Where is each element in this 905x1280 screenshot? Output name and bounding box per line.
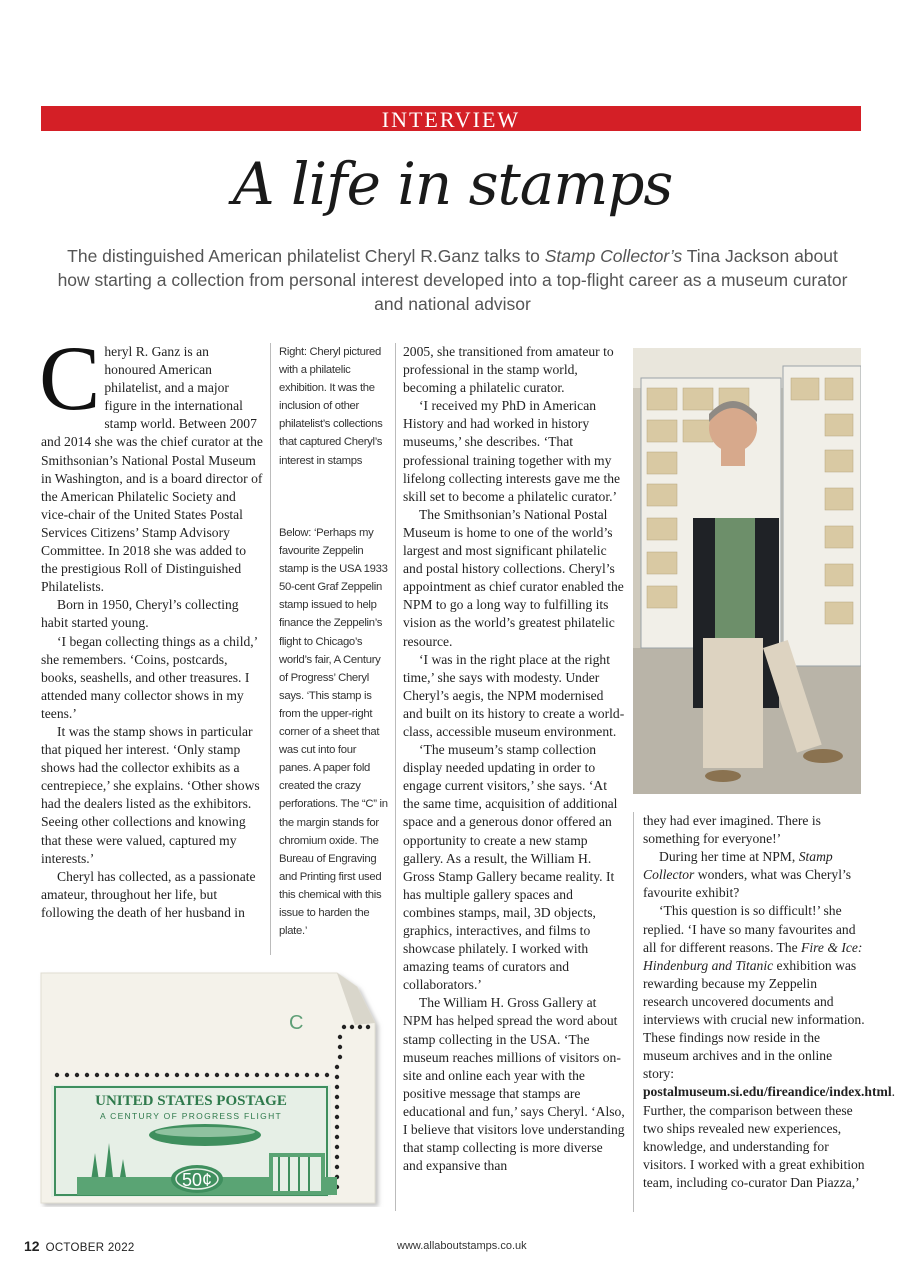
paragraph: ‘I received my PhD in American History and had worked in history museums,’ she describes. ‘That professional training together with my lifelong collecting interests gave me the skill set to become a philatelic curator.’ xyxy=(403,398,621,504)
section-header: INTERVIEW xyxy=(41,106,861,131)
paragraph: they had ever imagined. There is something for everyone!’ xyxy=(643,813,821,847)
paragraph-text: . Further, the comparison between these two ships revealed new experiences, knowledge, and understanding for visitors. I worked with a great exhibition team, including co-curator Dan Piazza,’ xyxy=(643,1084,896,1190)
standfirst-text: The distinguished American philatelist Cheryl R.Ganz talks to xyxy=(67,246,545,266)
paragraph xyxy=(643,902,896,1192)
paragraph: ‘The museum’s stamp collection display needed updating in order to engage current visitors,’ she says. ‘At the same time, acquisition of additional space and a generous donor offered an opportunity to create a new stamp gallery. As a result, the William H. Gross Stamp Gallery became reality. It has multiple gallery spaces and combines stamps, mail, 3D objects, graphics, interactives, and films to showcase philately. I worked with amazing teams of curators and collaborators.’ xyxy=(403,742,618,993)
paragraph: ‘I began collecting things as a child,’ she remembers. ‘Coins, postcards, books, seashells, and other treasures. I attended many collector shows in my teens.’ xyxy=(41,633,258,721)
paragraph-text: ‘This question is so difficult!’ she replied. ‘I have so many favourites and all for different reasons. The xyxy=(643,903,856,955)
stamp-margin-mark: C xyxy=(289,1012,304,1034)
stamp-graphic xyxy=(37,967,385,1207)
page-number: 12 xyxy=(24,1238,40,1254)
exhibition-name: Fire & Ice: Hindenburg and Titanic xyxy=(643,939,863,973)
footer-page-info xyxy=(24,1238,135,1254)
paragraph: The Smithsonian’s National Postal Museum is home to one of the world’s largest and most significant philatelic and postal history collections. Cheryl’s appointment as chief curator enabled the NPM to go a long way to fulfilling its vision as the world’s greatest philatelic resource. xyxy=(403,506,624,649)
column-divider xyxy=(395,343,396,1211)
paragraph: ‘I was in the right place at the right time,’ she says with modesty. Under Cheryl’s aegis, the NPM modernised and built on its history to create a world-class, accessible museum environment. xyxy=(403,651,625,739)
stamp-subtitle: A CENTURY OF PROGRESS FLIGHT xyxy=(99,1111,283,1121)
exhibition-photo-image xyxy=(633,348,861,794)
paragraph: It was the stamp shows in particular that piqued her interest. ‘Only stamp shows had the collector exhibits as a centrepiece,’ she explains. ‘Other shows had the dealers listed as the exhibitors. Seeing other collections and knowing that these were valued, captured my interests.’ xyxy=(41,723,260,866)
paragraph-text: wonders, what was Cheryl’s favourite exhibit? xyxy=(643,867,852,901)
caption-below: Below: ‘Perhaps my favourite Zeppelin stamp is the USA 1933 50-cent Graf Zeppelin stamp issued to help finance the Zeppelin’s flight to Chicago’s world’s fair, A Century of Progress’ Cheryl says. ‘This stamp is from the upper-right corner of a sheet that was cut into four panes. A paper fold created the crazy perforations. The “C” in the margin stands for chromium oxide. The Bureau of Engraving and Printing first used this chemical with this issue to harden the plate.’ xyxy=(279,527,388,938)
standfirst-magazine: Stamp Collector’s xyxy=(544,246,683,266)
footer-url[interactable]: www.allaboutstamps.co.uk xyxy=(397,1240,527,1252)
paragraph: Cheryl has collected, as a passionate amateur, throughout her life, but following the death of her husband in xyxy=(41,868,256,920)
paragraph-text: During her time at NPM, xyxy=(659,849,799,865)
museum-link[interactable]: postalmuseum.si.edu/fireandice/index.html xyxy=(643,1084,892,1100)
paragraph: heryl R. Ganz is an honoured American philatelist, and a major figure in the international stamp world. Between 2007 and 2014 she was the chief curator at the Smithsonian’s National Postal Museum in Washington, and is a board director of the American Philatelic Society and vice-chair of the United States Postal Services Citizens’ Stamp Advisory Committee. In 2018 she was added to the prestigious Roll of Distinguished Philatelists. xyxy=(41,344,263,595)
photo-cheryl-exhibition xyxy=(633,348,861,794)
body-column-3 xyxy=(403,343,625,1175)
stamp-value: 50¢ xyxy=(181,1170,213,1190)
standfirst xyxy=(55,244,850,316)
paragraph xyxy=(643,848,865,902)
body-column-4 xyxy=(643,812,896,1192)
paragraph: Born in 1950, Cheryl’s collecting habit started young. xyxy=(41,597,239,631)
issue-date: OCTOBER 2022 xyxy=(45,1242,135,1254)
caption-right: Right: Cheryl pictured with a philatelic exhibition. It was the inclusion of other philatelist’s collections that captured Cheryl’s interest in stamps xyxy=(279,346,383,467)
zeppelin-stamp-image xyxy=(37,967,385,1207)
body-column-1 xyxy=(39,327,263,922)
standfirst-text-end: Tina Jackson about how starting a collection from personal interest developed into a top-flight career as a museum curator and national advisor xyxy=(57,246,848,314)
paragraph: The William H. Gross Gallery at NPM has helped spread the word about stamp collecting in the USA. ‘The museum reaches millions of visitors on-site and online each year with the positive message that stamps are educational and fun,’ says Cheryl. ‘Also, I believe that visitors love understanding that stamp collecting is more diverse and expansive than xyxy=(403,995,625,1174)
drop-cap: C xyxy=(39,327,101,429)
column-divider xyxy=(270,343,271,955)
stamp-title: UNITED STATES POSTAGE xyxy=(95,1093,287,1109)
column-divider xyxy=(633,812,634,1212)
article-title: A life in stamps xyxy=(232,150,673,218)
magazine-name: Stamp Collector xyxy=(643,849,833,883)
paragraph: 2005, she transitioned from amateur to professional in the stamp world, becoming a philatelic curator. xyxy=(403,344,614,396)
paragraph-text: exhibition was rewarding because my Zeppelin research uncovered documents and interviews with crucial new information. These findings now reside in the museum archives and in the online story: xyxy=(643,957,865,1082)
